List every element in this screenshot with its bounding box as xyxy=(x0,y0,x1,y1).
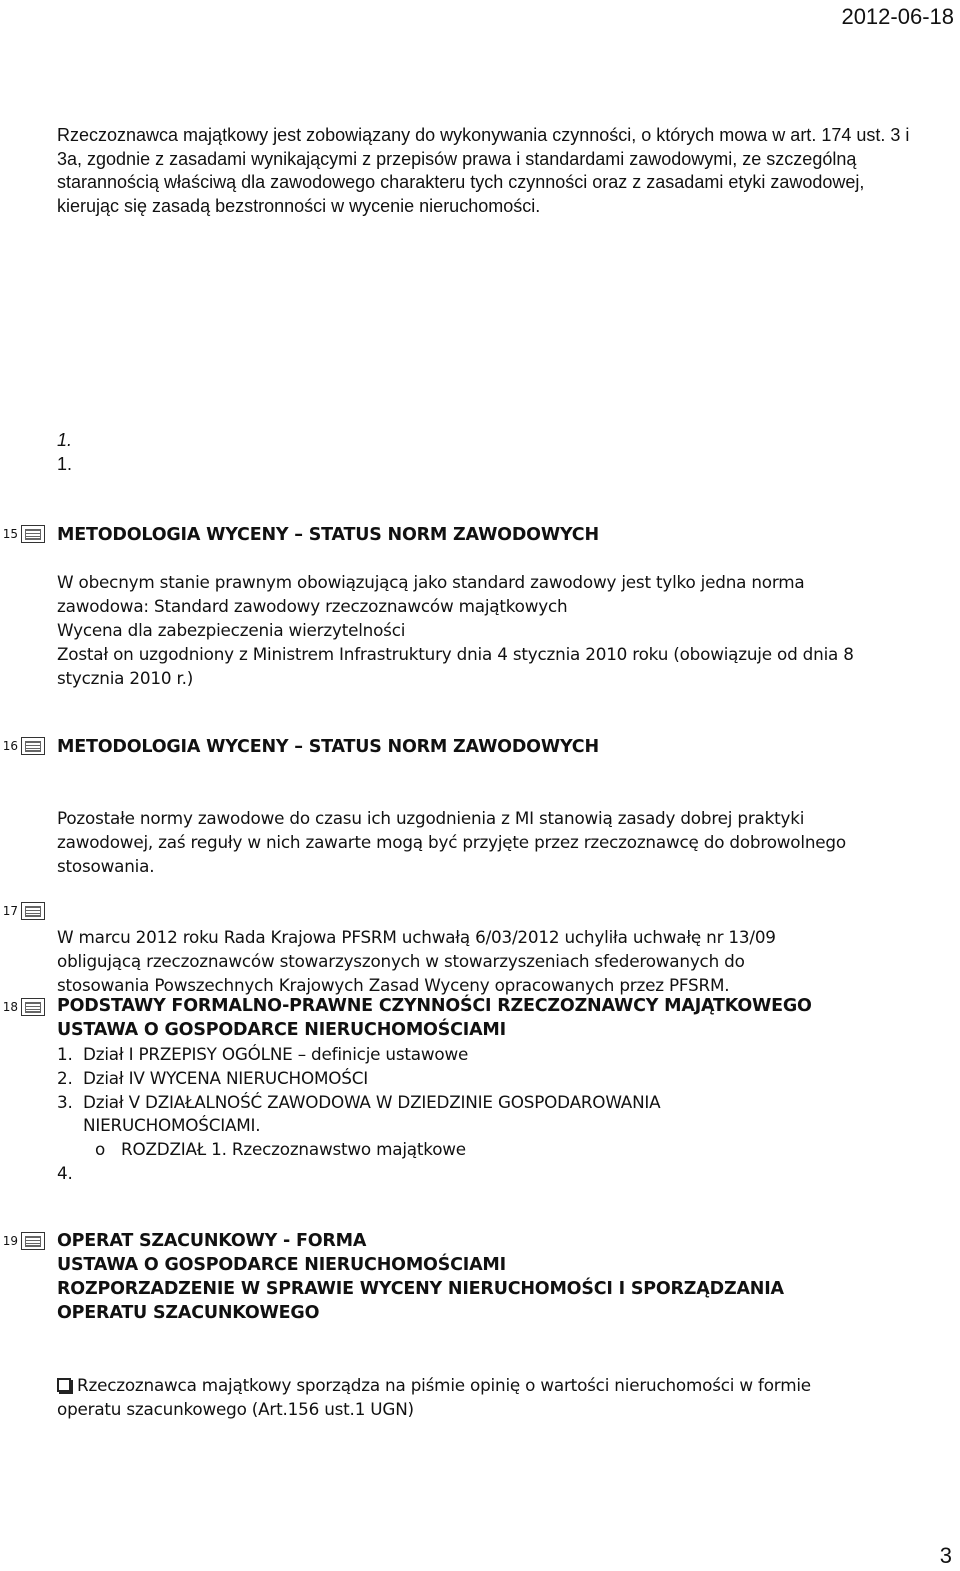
print-date: 2012-06-18 xyxy=(841,4,954,29)
list-item-text: Dział IV WYCENA NIERUCHOMOŚCI xyxy=(83,1068,368,1088)
sub-list-item xyxy=(95,1139,466,1159)
slide-thumbnail-icon xyxy=(21,998,45,1016)
sub-list-item-text: ROZDZIAŁ 1. Rzeczoznawstwo majątkowe xyxy=(121,1139,466,1159)
slide-subtitle: USTAWA O GOSPODARCE NIERUCHOMOŚCIAMI xyxy=(57,1255,506,1275)
slide-text: W marcu 2012 roku Rada Krajowa PFSRM uchwałą 6/03/2012 uchyliła uchwałę nr 13/09 obligującą rzeczoznawców stowarzyszonych w stowarzyszeniach sfederowanych do stosowania Powszechnych Krajowych Zasad Wyceny opracowanych przez PFSRM. xyxy=(57,927,776,995)
slide-title: OPERAT SZACUNKOWY - FORMA xyxy=(57,1231,367,1251)
list-item xyxy=(57,1163,83,1183)
slide-title: PODSTAWY FORMALNO-PRAWNE CZYNNOŚCI RZECZOZNAWCY MAJĄTKOWEGO xyxy=(57,996,812,1016)
list-item-text: Dział I PRZEPISY OGÓLNE – definicje ustawowe xyxy=(83,1044,469,1064)
list-item xyxy=(57,1044,468,1064)
list-item xyxy=(57,1092,660,1112)
sub-bullet: o xyxy=(95,1139,106,1159)
slide-text: Pozostałe normy zawodowe do czasu ich uzgodnienia z MI stanowią zasady dobrej praktyki zawodowej, zaś reguły w nich zawarte mogą być przyjęte przez rzeczoznawcę do dobrowolnego stosowania. xyxy=(57,808,846,876)
bullet-item xyxy=(57,1374,827,1422)
list-item-number: 4. xyxy=(57,1163,73,1183)
slide-subtitle: USTAWA O GOSPODARCE NIERUCHOMOŚCIAMI xyxy=(57,1020,506,1040)
slide-text: W obecnym stanie prawnym obowiązującą jako standard zawodowy jest tylko jedna norma zawodowa: Standard zawodowy rzeczoznawców majątkowych xyxy=(57,572,805,616)
list-item-number: 2. xyxy=(57,1068,73,1088)
list-marker: 1. xyxy=(57,430,73,450)
intro-paragraph: Rzeczoznawca majątkowy jest zobowiązany do wykonywania czynności, o których mowa w art. 174 ust. 3 i 3a, zgodnie z zasadami wynikającymi z przepisów prawa i standardami zawodowymi, ze szczególną starannością właściwą dla zawodowego charakteru tych czynności oraz z zasadami etyki zawodowej, kierując się zasadą bezstronności w wycenie nieruchomości. xyxy=(57,125,910,216)
slide-thumbnail-icon xyxy=(21,525,45,543)
slide-thumbnail-icon xyxy=(21,902,45,920)
list-marker: 1. xyxy=(57,454,73,474)
list-item-number: 1. xyxy=(57,1044,73,1064)
slide-text: Wycena dla zabezpieczenia wierzytelności xyxy=(57,620,406,640)
slide-number: 19 xyxy=(2,1234,18,1248)
slide-number: 15 xyxy=(2,527,18,541)
list-item xyxy=(57,1068,368,1088)
slide-title: METODOLOGIA WYCENY – STATUS NORM ZAWODOWYCH xyxy=(57,525,599,545)
slide-number: 16 xyxy=(2,739,18,753)
list-item-number: 3. xyxy=(57,1092,73,1112)
slide-subtitle: ROZPORZADZENIE W SPRAWIE WYCENY NIERUCHOMOŚCI I SPORZĄDZANIA xyxy=(57,1279,784,1299)
slide-thumbnail-icon xyxy=(21,737,45,755)
list-item-text: Dział V DZIAŁALNOŚĆ ZAWODOWA W DZIEDZINIE GOSPODAROWANIA xyxy=(83,1092,661,1112)
slide-title: METODOLOGIA WYCENY – STATUS NORM ZAWODOWYCH xyxy=(57,737,599,757)
slide-thumbnail-icon xyxy=(21,1232,45,1250)
checkbox-bullet-icon xyxy=(57,1378,71,1392)
slide-text: Został on uzgodniony z Ministrem Infrastruktury dnia 4 stycznia 2010 roku (obowiązuje od dnia 8 stycznia 2010 r.) xyxy=(57,644,854,688)
slide-number: 18 xyxy=(2,1000,18,1014)
page-number: 3 xyxy=(939,1543,952,1568)
bullet-text: Rzeczoznawca majątkowy sporządza na piśmie opinię o wartości nieruchomości w formie operatu szacunkowego (Art.156 ust.1 UGN) xyxy=(57,1375,811,1419)
list-item-continuation: NIERUCHOMOŚCIAMI. xyxy=(83,1115,261,1135)
slide-subtitle: OPERATU SZACUNKOWEGO xyxy=(57,1303,320,1323)
slide-number: 17 xyxy=(2,904,18,918)
